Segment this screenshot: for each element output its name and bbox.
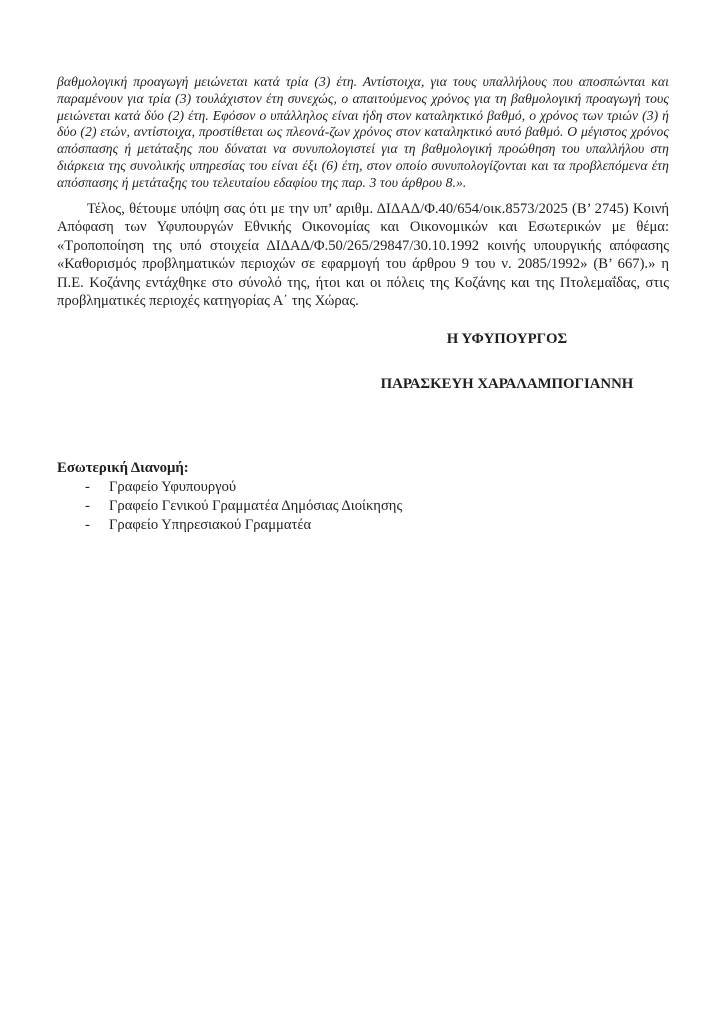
list-item xyxy=(85,516,669,535)
list-item xyxy=(85,478,669,497)
signature-block xyxy=(345,331,669,393)
body-paragraph-final: Τέλος, θέτουμε υπόψη σας ότι με την υπ’ αριθμ. ΔΙΔΑΔ/Φ.40/654/οικ.8573/2025 (Β’ 2745) Κοινή Απόφαση των Υφυπουργών Εθνικής Οικονομίας και Οικονομικών και Εσωτερικών με θέμα: «Τροποποίηση της υπό στοιχεία ΔΙΔΑΔ/Φ.50/265/29847/30.10.1992 κοινής υπουργικής απόφασης «Καθορισμός προβληματικών περιοχών σε εφαρμογή του άρθρου 9 του ν. 2085/1992» (Β’ 667).» η Π.Ε. Κοζάνης εντάχθηκε στο σύνολό της, ήτοι και οι πόλεις της Κοζάνης και της Πτολεμαΐδας, στις προβληματικές περιοχές κατηγορίας Α΄ της Χώρας. xyxy=(57,200,669,310)
list-item xyxy=(85,497,669,516)
list-item-label: Γραφείο Γενικού Γραμματέα Δημόσιας Διοίκησης xyxy=(109,497,403,514)
internal-distribution-heading: Εσωτερική Διανομή: xyxy=(57,459,189,476)
internal-distribution-section xyxy=(57,459,669,536)
dash-bullet: - xyxy=(85,497,90,514)
dash-bullet: - xyxy=(85,478,90,495)
document-content xyxy=(57,74,669,535)
internal-distribution-list xyxy=(57,478,669,536)
list-item-label: Γραφείο Υφυπουργού xyxy=(109,478,237,495)
dash-bullet: - xyxy=(85,516,90,533)
body-paragraph-italic: βαθμολογική προαγωγή μειώνεται κατά τρία (3) έτη. Αντίστοιχα, για τους υπαλλήλους που αποσπώνται και παραμένουν για τρία (3) τουλάχιστον έτη συνεχώς, ο απαιτούμενος χρόνος για τη βαθμολογική προαγωγή τους μειώνεται κατά δύο (2) έτη. Εφόσον ο υπάλληλος είναι ήδη στον καταληκτικό βαθμό, ο χρόνος των τριών (3) ή δύο (2) ετών, αντίστοιχα, προστίθεται ως πλεονά-ζων χρόνος στον καταληκτικό αυτό βαθμό. Ο μέγιστος χρόνος απόσπασης ή μετάταξης που δύναται να συνυπολογιστεί για τη βαθμολογική προώθηση του υπαλλήλου στη διάρκεια της συνολικής υπηρεσίας του είναι έξι (6) έτη, στον οποίο συνυπολογίζονται και τα προβλεπόμενα έτη απόσπασης ή μετάταξης του τελευταίου εδαφίου της παρ. 3 του άρθρου 8.». xyxy=(57,74,669,190)
signature-name: ΠΑΡΑΣΚΕΥΗ ΧΑΡΑΛΑΜΠΟΓΙΑΝΝΗ xyxy=(380,375,634,392)
list-item-label: Γραφείο Υπηρεσιακού Γραμματέα xyxy=(109,516,312,533)
signature-title: Η ΥΦΥΠΟΥΡΓΟΣ xyxy=(446,330,568,347)
